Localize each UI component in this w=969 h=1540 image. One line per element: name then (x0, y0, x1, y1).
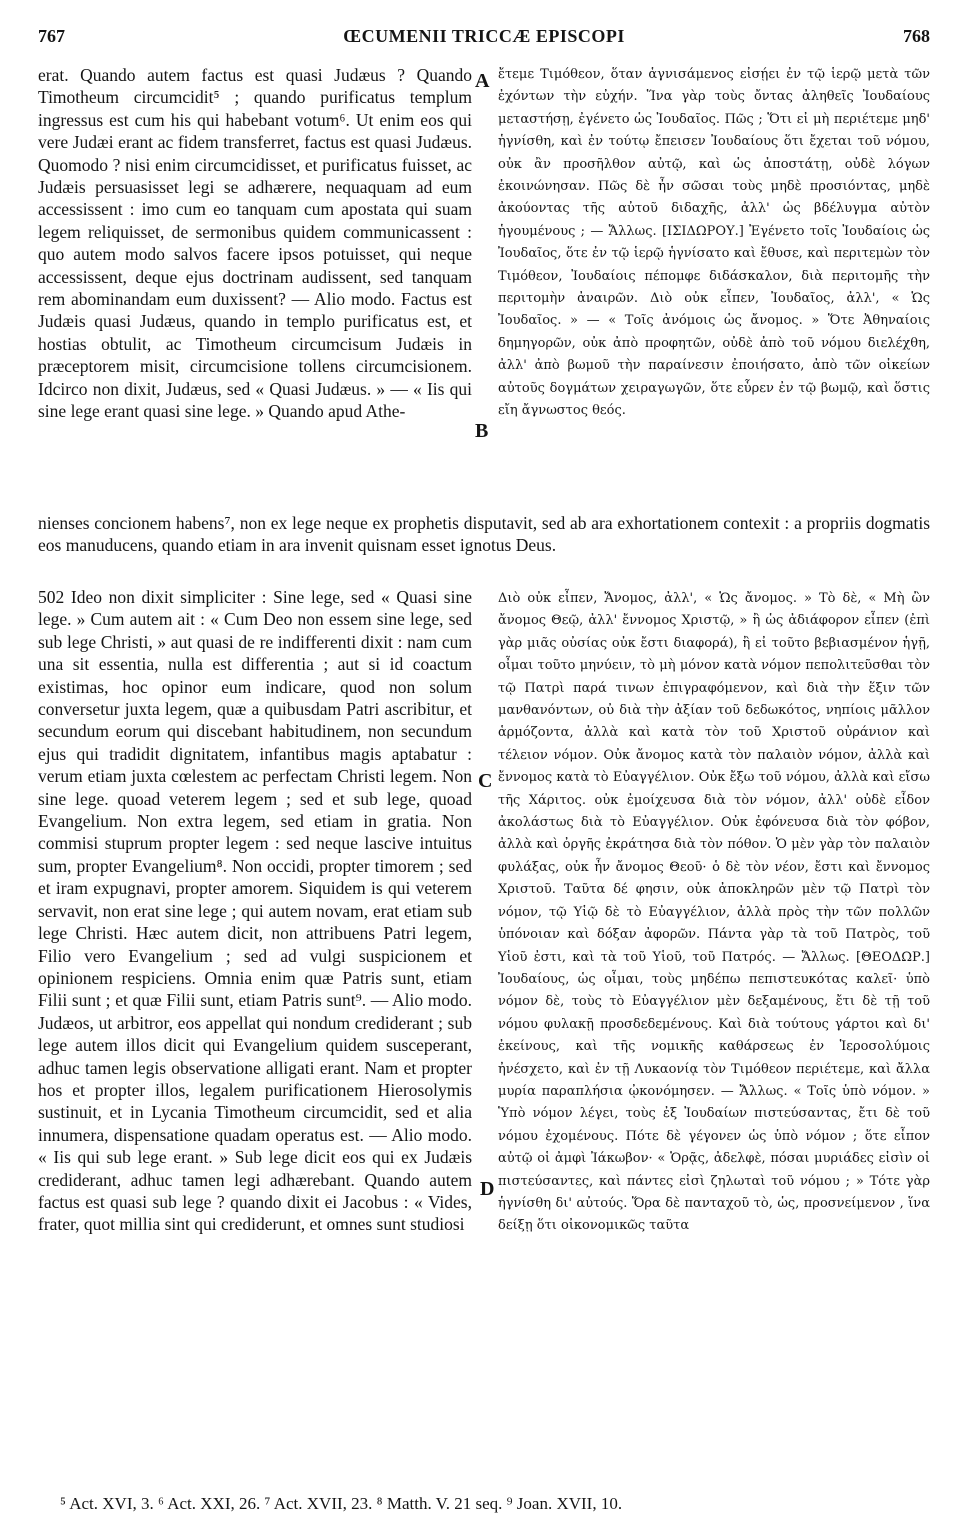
greek-text-lower: Διὸ οὐκ εἶπεν, Ἄνομος, ἀλλ', « Ὡς ἄνομος. » Τὸ δὲ, « Μὴ ὢν ἄνομος Θεῷ, ἀλλ' ἔννομος Χριστῷ, » ἢ ὡς ἀδιάφορον εἶπεν (ἐπὶ γὰρ μιᾶς οὐσίας οὐκ ἔστι διαφορά), ἢ εἰ τοῦτο βεβιασμένον ἡγῇ, οἶμαι τοῦτο μηνύειν, τὸ μὴ μόνον κατὰ νόμον πεπολιτεῦσθαι τὸν τῷ Πατρὶ παρά τινων ἐπιγραφόμενον, καὶ διὰ τὴν ἕξιν τῶν μανθανόντων, οὐ διὰ τὴν ἀξίαν τοῦ δεδωκότος, νηπίοις μᾶλλον ἁρμόζοντα, ἀλλὰ καὶ κατὰ τὸν τοῦ Χριστοῦ οὐράνιον καὶ τέλειον νόμον. Οὐκ ἄνομος κατὰ τὸν παλαιὸν νόμον, ἀλλὰ καὶ ἔννομος κατὰ τὸ Εὐαγγέλιον. Οὐκ ἔξω τοῦ νόμου, ἀλλὰ καὶ εἴσω τῆς Χάριτος. οὐκ ἐμοίχευσα διὰ τὸν νόμον, ἀλλ' οὐδὲ εἶδον ἀκολάστως διὰ τὸ Εὐαγγέλιον. Οὐκ ἐφόνευσα διὰ τὸν φόβον, ἀλλὰ καὶ ὀργῆς ἐκράτησα διὰ τὸν πόθον. Ὁ μὲν γὰρ τὸν παλαιὸν φυλάξας, οὐκ ἦν ἄνομος Θεοῦ· ὁ δὲ τὸν νέον, ἔστι καὶ ἔννομος Χριστοῦ. Ταῦτα δέ φησιν, οὐκ ἀποκληρῶν μὲν τῷ Πατρὶ τὸν νόμον, τῷ Υἱῷ δὲ τὸ Εὐαγγέλιον, ἀλλὰ πρὸς τὴν τῶν πολλῶν ὑπόνοιαν καὶ δόξαν ἀφορῶν. Πάντα γὰρ τὰ τοῦ Πατρὸς, τοῦ Υἱοῦ ἐστι, καὶ τὰ τοῦ Υἱοῦ, τοῦ Πατρός. — Ἄλλως. [ΘΕΟΔΩΡ.] Ἰουδαίους, ὡς οἶμαι, τοὺς μηδέπω πεπιστευκότας καλεῖ· ὑπὸ νόμον δὲ, τοὺς τὸ Εὐαγγέλιον μὲν δεξαμένους, ἔτι δὲ τῇ τοῦ νόμου φυλακῇ προσδεδεμένους. Καὶ διὰ τούτους γάρτοι καὶ δι' ἐκείνους, καὶ τῆς νομικῆς καθάρσεως ἐν Ἱεροσολύμοις ἠνέσχετο, καὶ ἐν τῇ Λυκαονίᾳ τὸν Τιμόθεον περιέτεμε, καὶ ἄλλα μυρία παραπλήσια ᾠκονόμησεν. — Ἄλλως. « Τοῖς ὑπὸ νόμον. » Ὑπὸ νόμον λέγει, τοὺς ἐξ Ἰουδαίων πιστεύσαντας, ἔτι δὲ τοῦ νόμου ἐχομένους. Πότε δὲ γέγονεν ὡς ὑπὸ νόμον ; ὅτε εἶπον αὐτῷ οἱ ἀμφὶ Ἰάκωβον· « Ὁρᾷς, ἀδελφὲ, πόσαι μυριάδες εἰσὶν οἱ πιστεύσαντες, καὶ πάντες εἰσὶ ζηλωταὶ τοῦ νόμου ; » Τότε γὰρ ἡγνίσθη δι' αὐτούς. Ὅρα δὲ πανταχοῦ τὸ, ὡς, προσνείμενον , ἵνα δείξῃ ὅτι οἰκονομικῶς ταῦτα (498, 591, 930, 1234)
margin-marker-c: C (478, 770, 493, 792)
margin-marker-b: B (475, 420, 489, 442)
greek-text-upper: ἔτεμε Τιμόθεον, ὅταν ἁγνισάμενος εἰσῄει ἐν τῷ ἱερῷ μετὰ τῶν ἐχόντων τὴν εὐχήν. Ἵνα γὰρ τοὺς ὄντας ἀληθεῖς Ἰουδαίους μεταστήσῃ, ἐγένετο ὡς Ἰουδαῖος. Πῶς ; Ὅτι εἰ μὴ περιέτεμε μηδ' ἡγνίσθη, καὶ ἐν τούτῳ ἔπεισεν Ἰουδαίους ὅτι ἔχεται τοῦ νόμου, οὐκ ἂν προσῆλθον αὐτῷ, καὶ ὡς ἀποστάτῃ, οὐδὲ λόγων ἐκοινώνησαν. Πῶς δὲ ἦν σῶσαι τοὺς μηδὲ προσιόντας, μηδὲ ἀκούοντας τῆς αὐτοῦ διδαχῆς, ἀλλ' ὡς βδέλυγμα αὐτὸν ἡγουμένους ; — Ἄλλως. [ΙΣΙΔΩΡΟΥ.] Ἐγένετο τοῖς Ἰουδαίοις ὡς Ἰουδαῖος, ὅτε ἐν τῷ ἱερῷ ἡγνίσατο καὶ ἔθυσε, καὶ περιτεμὼν τὸν Τιμόθεον, Ἰουδαίοις πέπομφε διδάσκαλον, διὰ περιτομῆς τὴν περιτομὴν ἀναιρῶν. Διὸ οὐκ εἶπεν, Ἰουδαῖος, ἀλλ', « Ὡς Ἰουδαῖος. » — « Τοῖς ἀνόμοις ὡς ἄνομος. » Ὅτε Ἀθηναίοις δημηγορῶν, οὐκ ἀπὸ προφητῶν, οὐδὲ ἀπὸ τοῦ νόμου διελέχθη, ἀλλ' ἀπὸ βωμοῦ τὴν παραίνεσιν ἐποιήσατο, ἀπὸ τῶν οἰκείων αὐτοῦς δογμάτων χειραγωγῶν, ὅτε εὗρεν ἐν τῷ βωμῷ, καὶ ὅστις εἴη ἄγνωστος θεός. (498, 67, 930, 419)
page-number-right: 768 (903, 26, 930, 46)
latin-text-lower: 502 Ideo non dixit simpliciter : Sine lege, sed « Quasi sine lege. » Cum autem ait : « Cum Deo non essem sine lege, sed sub lege Christi, » aut quasi de re indifferenti dixit : nam cum una sit essentia, nulla est differentia ; aut si id coactum existimas, hoc opinor eum indicare, quod non solum conversetur juxta legem, quæ a quibusdam Patri ascribitur, et secundum eorum qui discebant habitudinem, non secundum ejus qui tradidit dignitatem, infantibus magis aptabatur : verum etiam juxta cœlestem ac perfectam Christi legem. Non sine lege. quoad veterem legem ; sed et sub lege, quoad Evangelium. Non extra legem, sed etiam in gratia. Non commisi stuprum propter legem : sed neque lascive intuitus sum, propter Evangelium⁸. Non occidi, propter timorem ; sed et iram expugnavi, propter amorem. Siquidem is qui veterem servavit, non erat sine lege ; qui autem novam, erat etiam sub lege Christi. Hæc autem dicit, non attribuens Patri legem, Filio vero Evangelium ; sed ad vulgi suspicionem et opinionem respiciens. Omnia enim quæ Patris sunt, etiam Filii sunt ; et quæ Filii sunt, etiam Patris sunt⁹. — Alio modo. Judæos, ut arbitror, eos appellat qui nondum crediderant ; sub lege autem illos dicit qui Evangelium quidem susceperant, adhuc tamen legis observatione alligati erant. Nam et propter hos et propter illos, legalem purificationem Hierosolymis sustinuit, et in Lycania Timotheum circumcidit, sed et alia innumera, dispensatione quadam operatus est. — Alio modo. « Iis qui sub lege erant. » Sub lege dicit eos qui ex Judæis crediderant, adhuc tamen legi adhærebant. Quando autem factus est quasi sub lege ? quando dixit ei Jacobus : « Vides, frater, quot millia sint qui crediderunt, et omnes sunt studiosi (38, 587, 472, 1235)
page-number-left: 767 (38, 26, 65, 46)
margin-marker-d: D (480, 1178, 495, 1200)
greek-column-upper (498, 64, 930, 423)
margin-marker-a: A (475, 70, 490, 92)
latin-text-full-width: nienses concionem habens⁷, non ex lege neque ex prophetis disputavit, sed ab ara exhortationem contexit : a propriis dogmatis eos manuducens, quando etiam in ara invenit quisnam esset ignotus Deus. (38, 513, 930, 556)
footnotes: ⁵ Act. XVI, 3. ⁶ Act. XXI, 26. ⁷ Act. XVII, 23. ⁸ Matth. V. 21 seq. ⁹ Joan. XVII, 10. (60, 1494, 623, 1513)
latin-column-upper (38, 64, 472, 423)
latin-full-width-line (38, 512, 930, 557)
greek-column-lower (498, 588, 930, 1238)
running-title: ŒCUMENII TRICCÆ EPISCOPI (343, 26, 625, 46)
latin-column-lower (38, 586, 472, 1236)
latin-text-upper: erat. Quando autem factus est quasi Judæus ? Quando Timotheum circumcidit⁵ ; quando purificatus templum ingressus est cum his qui habebant votum⁶. Ut enim eos qui vere Judæi erant ac fidem transferret, factus est quasi Judæus. Quomodo ? nisi enim circumcidisset, et purificatus fuisset, ac Judæis persuasisset legi se adhærere, nequaquam ad eum accessissent : imo cum eo tanquam cum apostata qui suam legem reliquisset, de sermonibus quidem communicassent : quo autem modo salvos facere ipsos potuisset, qui neque accessissent, deque ejus doctrinam audissent, sed tanquam rem abominandam eum duxissent? — Alio modo. Factus est Judæis quasi Judæus, quando in templo purificatus est, et hostias obtulit, ac Timotheum circumcisum Judæis in præceptorem misit, circumcisione tollens circumcisionem. Idcirco non dixit, Judæus, sed « Quasi Judæus. » — « Iis qui sine lege erant quasi sine lege. » Quando apud Athe- (38, 65, 472, 422)
running-header (38, 26, 930, 48)
